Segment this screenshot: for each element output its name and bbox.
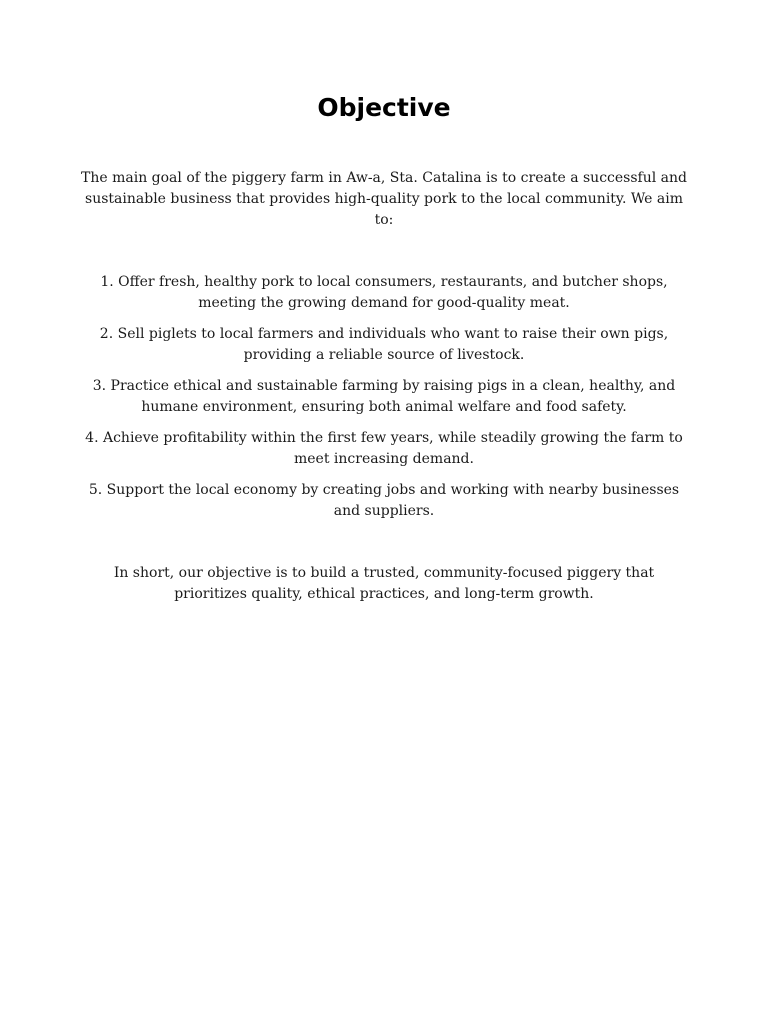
objective-item: 2. Sell piglets to local farmers and individuals who want to raise their own pigs, providing a reliable source of livestock. bbox=[99, 326, 669, 363]
intro-paragraph: The main goal of the piggery farm in Aw-a, Sta. Catalina is to create a successful and sustainable business that provides high-quality pork to the local community. We aim to: bbox=[81, 170, 687, 228]
document-body bbox=[80, 168, 688, 605]
summary-paragraph: In short, our objective is to build a trusted, community-focused piggery that prioritizes quality, ethical practices, and long-term growth. bbox=[113, 565, 655, 602]
objective-item: 3. Practice ethical and sustainable farming by raising pigs in a clean, healthy, and humane environment, ensuring both animal welfare and food safety. bbox=[92, 378, 676, 415]
objective-item: 4. Achieve profitability within the first few years, while steadily growing the farm to meet increasing demand. bbox=[85, 430, 683, 467]
objective-item: 1. Offer fresh, healthy pork to local consumers, restaurants, and butcher shops, meeting the growing demand for good-quality meat. bbox=[100, 274, 668, 311]
objectives-list bbox=[80, 272, 688, 522]
page-title: Objective bbox=[317, 93, 451, 122]
objective-item: 5. Support the local economy by creating jobs and working with nearby businesses and suppliers. bbox=[88, 482, 680, 519]
